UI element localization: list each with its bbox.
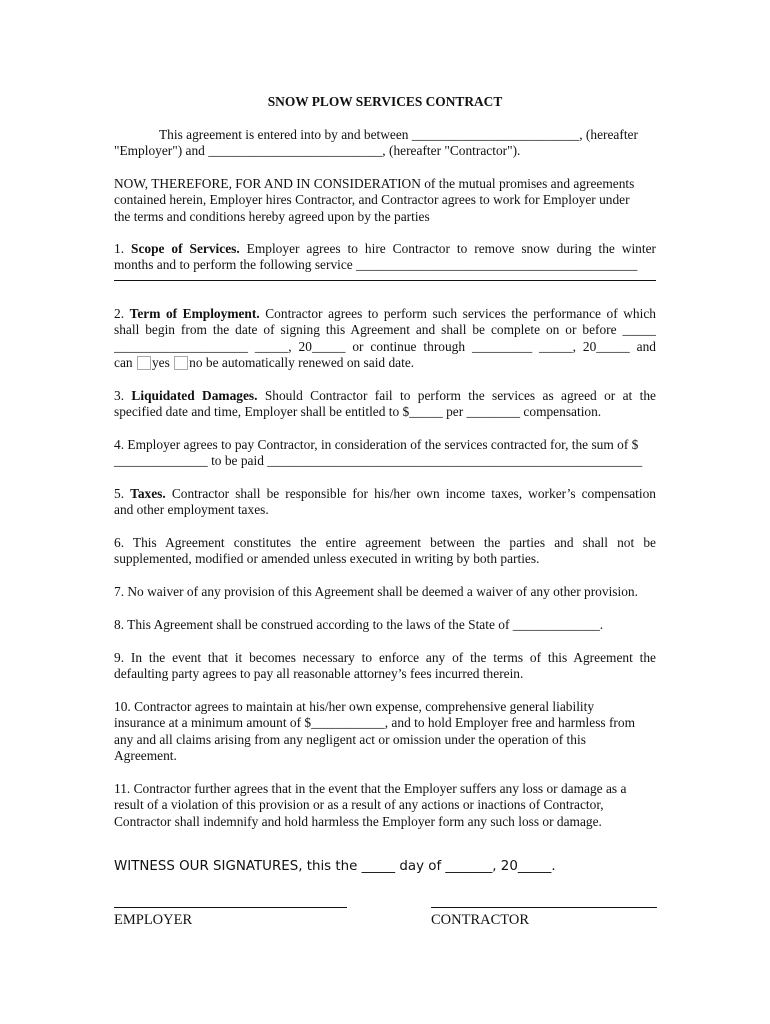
section-8-governing-law: [114, 617, 656, 633]
section-3-line-1: 3. Liquidated Damages. Should Contractor fail to perform the services as agreed or at the: [114, 388, 656, 403]
section-9-line-2: defaulting party agrees to pay all reasonable attorney’s fees incurred therein.: [114, 666, 524, 682]
section-11-line-2: result of a violation of this provision or as a result of any actions or inactions of Contractor,: [114, 797, 604, 813]
preamble-paragraph: [114, 176, 656, 225]
section-5-line-1: 5. Taxes. Contractor shall be responsible for his/her own income taxes, worker’s compensation: [114, 486, 656, 501]
document-title: SNOW PLOW SERVICES CONTRACT: [267, 94, 503, 109]
preamble-line-1: NOW, THEREFORE, FOR AND IN CONSIDERATION of the mutual promises and agreements: [114, 176, 635, 191]
intro-line-1: This agreement is entered into by and between _________________________, (hereafter: [159, 127, 638, 142]
section-3-heading: Liquidated Damages.: [131, 388, 258, 403]
section-10-line-1: 10. Contractor agrees to maintain at his/her own expense, comprehensive general liability: [114, 699, 595, 714]
section-11-indemnity: [114, 781, 656, 830]
renewal-yes-checkbox[interactable]: [137, 356, 151, 370]
section-10-line-3: any and all claims arising from any negligent act or omission under the operation of this: [114, 731, 586, 747]
section-2-line-4: can yes no be automatically renewed on said date.: [114, 355, 415, 371]
contractor-label: CONTRACTOR: [431, 912, 530, 928]
section-9-enforcement: [114, 650, 656, 683]
section-5-taxes: [114, 486, 656, 519]
witness-statement: WITNESS OUR SIGNATURES, this the _____ day of _______, 20_____.: [114, 859, 556, 874]
intro-paragraph: [114, 127, 656, 160]
contractor-signature-line[interactable]: [431, 907, 657, 908]
section-10-line-4: Agreement.: [114, 748, 177, 764]
section-6-entire-agreement: [114, 535, 656, 568]
section-2-term: [114, 306, 656, 372]
preamble-line-3: the terms and conditions hereby agreed upon by the parties: [114, 208, 430, 224]
section-2-line-2: shall begin from the date of signing this Agreement and shall be complete on or before _____: [114, 322, 656, 338]
section-1-blank-line: [114, 274, 656, 281]
section-5-line-2: and other employment taxes.: [114, 502, 269, 518]
section-3-line-2: specified date and time, Employer shall be entitled to $_____ per ________ compensation.: [114, 404, 602, 420]
section-6-line-2: supplemented, modified or amended unless executed in writing by both parties.: [114, 551, 540, 567]
section-2-heading: Term of Employment.: [129, 306, 260, 321]
section-2-line-3: ____________________ _____, 20_____ or continue through _________ _____, 20_____ and: [114, 338, 656, 354]
section-9-line-1: 9. In the event that it becomes necessary to enforce any of the terms of this Agreement the: [114, 650, 656, 665]
employer-label: EMPLOYER: [114, 912, 193, 928]
employer-signature-line[interactable]: [114, 907, 347, 908]
section-1-scope: [114, 241, 656, 281]
section-4-line-2: ______________ to be paid ________________________________________________________: [114, 453, 643, 469]
section-4-line-1: 4. Employer agrees to pay Contractor, in consideration of the services contracted for, the sum of $: [114, 437, 639, 452]
section-11-line-3: Contractor shall indemnify and hold harmless the Employer form any such loss or damage.: [114, 813, 602, 829]
section-1-heading: Scope of Services.: [131, 241, 240, 256]
section-10-insurance: [114, 699, 656, 765]
section-8-line-1: 8. This Agreement shall be construed according to the laws of the State of _____________.: [114, 617, 604, 632]
section-2-line-1: 2. Term of Employment. Contractor agrees to perform such services the performance of which: [114, 306, 656, 321]
preamble-line-2: contained herein, Employer hires Contractor, and Contractor agrees to work for Employer under: [114, 192, 630, 208]
section-1-line-2: months and to perform the following service __________________________________________: [114, 257, 638, 273]
section-1-line-1: 1. Scope of Services. Employer agrees to hire Contractor to remove snow during the winter: [114, 241, 656, 256]
section-7-line-1: 7. No waiver of any provision of this Agreement shall be deemed a waiver of any other provision.: [114, 584, 638, 599]
section-6-line-1: 6. This Agreement constitutes the entire agreement between the parties and shall not be: [114, 535, 656, 550]
intro-line-2: "Employer") and __________________________, (hereafter "Contractor").: [114, 143, 521, 159]
section-11-line-1: 11. Contractor further agrees that in the event that the Employer suffers any loss or damage as a: [114, 781, 627, 796]
section-5-heading: Taxes.: [130, 486, 166, 501]
section-10-line-2: insurance at a minimum amount of $___________, and to hold Employer free and harmless from: [114, 715, 635, 731]
section-7-waiver: [114, 584, 656, 600]
section-3-damages: [114, 388, 656, 421]
section-4-payment: [114, 437, 656, 470]
renewal-no-checkbox[interactable]: [174, 356, 188, 370]
